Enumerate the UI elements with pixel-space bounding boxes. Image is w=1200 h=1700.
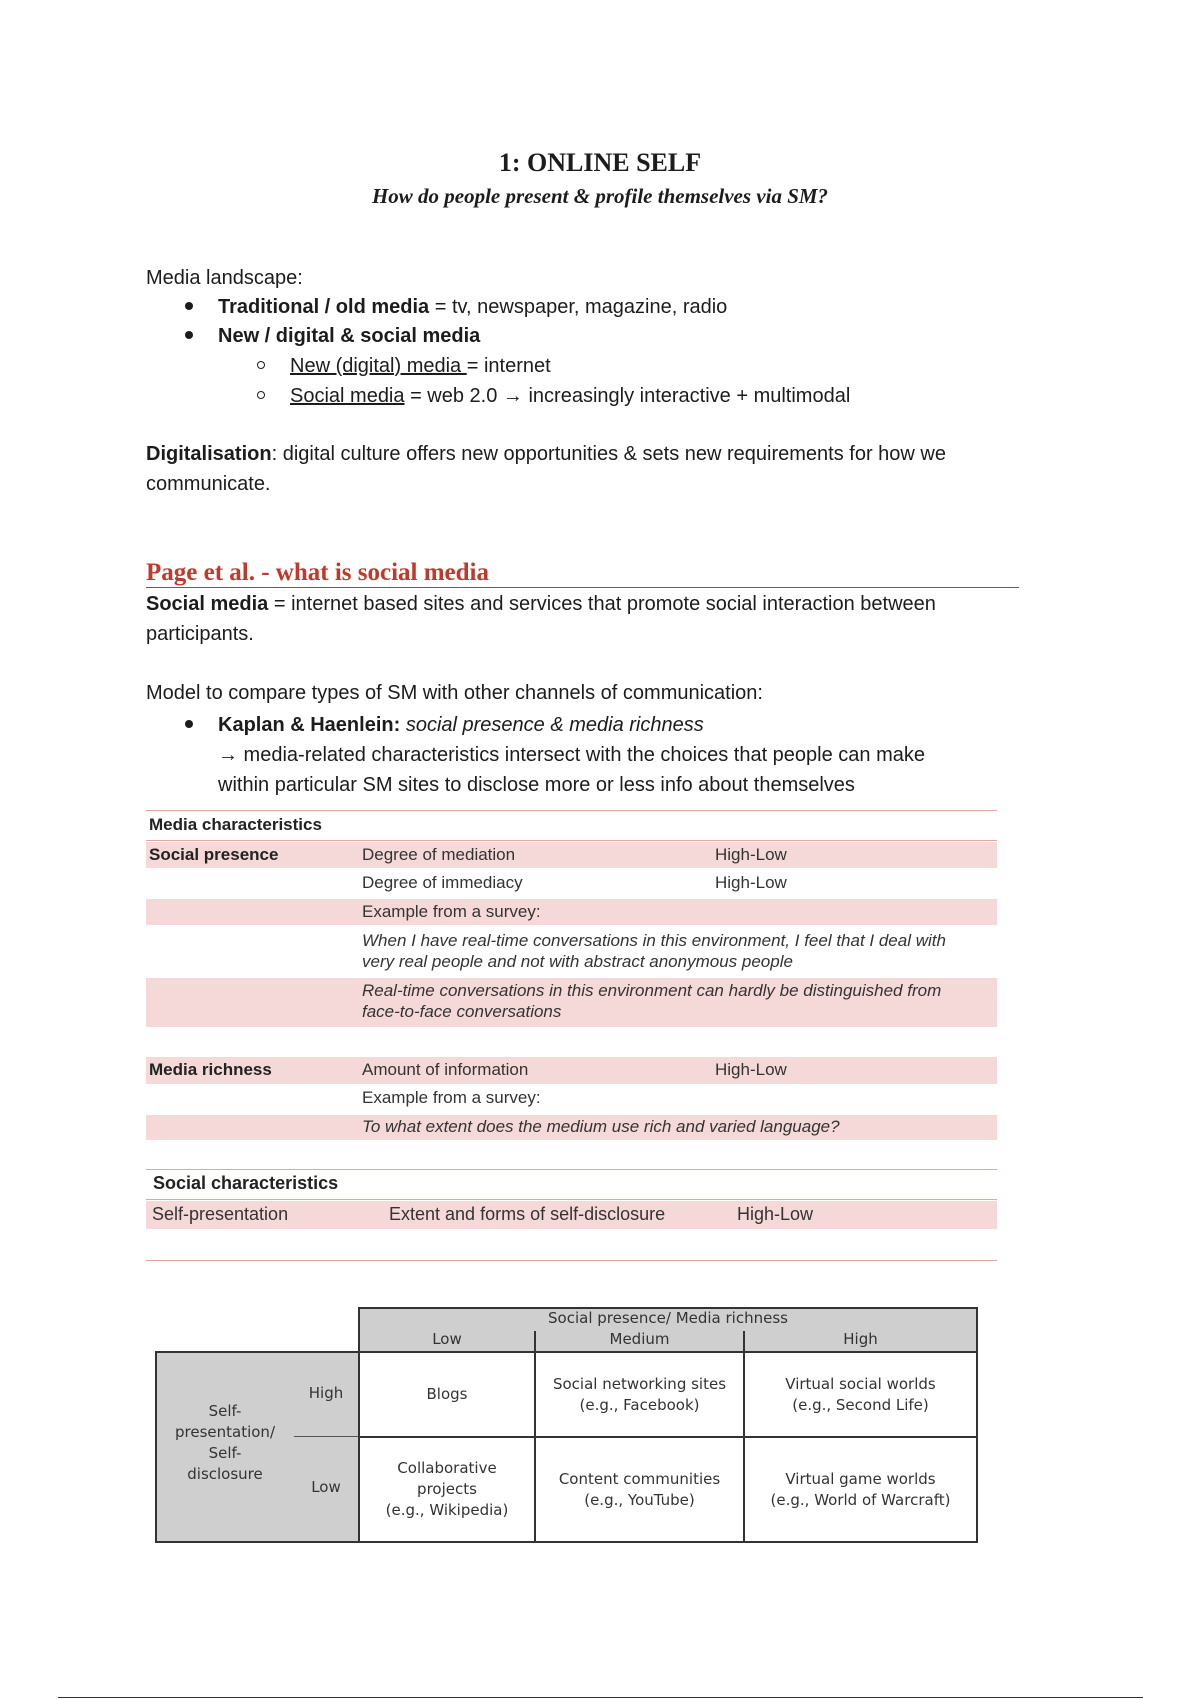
matrix-cell-text: Social networking sites <box>552 1374 727 1393</box>
bullet-icon <box>185 331 193 339</box>
table-band <box>146 899 997 925</box>
table-rule <box>146 1169 997 1170</box>
table-cell: Degree of immediacy <box>362 873 523 892</box>
row-header-label <box>160 1401 290 1485</box>
matrix-cell <box>358 1436 536 1543</box>
matrix-cell-text: (e.g., YouTube) <box>584 1490 695 1509</box>
matrix-cell <box>743 1436 978 1543</box>
table-cell: To what extent does the medium use rich and varied language? <box>362 1117 840 1136</box>
matrix-top-header: Social presence/ Media richness <box>548 1309 788 1327</box>
matrix-cell <box>358 1351 536 1438</box>
page-divider <box>58 1697 1143 1698</box>
row-header-line: presentation/ <box>175 1423 275 1441</box>
column-header: Low <box>432 1330 462 1348</box>
bullet-icon <box>185 302 193 310</box>
paragraph-bold: Digitalisation <box>146 443 272 465</box>
table-header: Social characteristics <box>153 1173 339 1193</box>
landscape-intro: Media landscape: <box>146 267 303 289</box>
table-band <box>146 1057 997 1084</box>
matrix-cell-text: (e.g., Wikipedia) <box>385 1501 509 1519</box>
table-cell: High-Low <box>715 1060 787 1079</box>
table-cell <box>362 930 946 972</box>
section-heading: Page et al. - what is social media <box>146 559 1019 588</box>
table-cell: Example from a survey: <box>362 1088 541 1107</box>
item-italic: social presence & media richness <box>400 714 704 736</box>
sub-bullet-icon <box>257 361 265 369</box>
item-text: within particular SM sites to disclose more or less info about themselves <box>218 774 855 796</box>
matrix-cell <box>743 1351 978 1438</box>
matrix-cell-text: Blogs <box>426 1385 468 1403</box>
item-text: → media-related characteristics intersect with the choices that people can make <box>218 744 926 766</box>
paragraph-bold: Social media <box>146 593 269 615</box>
list-item <box>290 381 850 411</box>
row-level-low: Low <box>311 1478 341 1496</box>
matrix-cell-text: Virtual game worlds <box>785 1469 936 1488</box>
table-cell-line: face-to-face conversations <box>362 1002 562 1021</box>
column-header: High <box>843 1330 878 1348</box>
matrix-cell <box>534 1351 745 1438</box>
paragraph-text: communicate. <box>146 473 271 495</box>
table-cell: High-Low <box>737 1204 814 1224</box>
table-rule <box>146 810 997 811</box>
item-underlined: Social media <box>290 385 405 407</box>
row-header-line: disclosure <box>187 1465 263 1483</box>
matrix-cell-text: projects <box>417 1480 477 1498</box>
table-cell: Amount of information <box>362 1060 529 1079</box>
bullet-icon <box>185 720 193 728</box>
matrix-cell-text: Content communities <box>558 1469 721 1488</box>
table-rule <box>146 1199 997 1200</box>
row-header-line: Self- <box>208 1402 242 1420</box>
digitalisation-paragraph <box>146 439 1046 499</box>
model-intro: Model to compare types of SM with other channels of communication: <box>146 682 763 704</box>
table-cell-line: When I have real-time conversations in this environment, I feel that I deal with <box>362 931 946 950</box>
list-item: New / digital & social media <box>218 325 481 347</box>
matrix-cell-text: Virtual social worlds <box>785 1374 936 1393</box>
table-header: Media characteristics <box>149 815 322 834</box>
item-bold: Traditional / old media <box>218 296 430 318</box>
paragraph-text: : digital culture offers new opportunities & sets new requirements for how we <box>271 443 946 465</box>
table-cell-line: very real people and not with abstract anonymous people <box>362 952 793 971</box>
matrix-cell-text: (e.g., Second Life) <box>792 1395 929 1414</box>
item-text: = internet <box>466 355 551 377</box>
table-rule <box>146 840 997 841</box>
matrix-cell-text: (e.g., World of Warcraft) <box>770 1490 951 1509</box>
paragraph-text: participants. <box>146 623 254 645</box>
row-header-line: Self- <box>208 1444 242 1462</box>
item-text: = tv, newspaper, magazine, radio <box>429 296 728 318</box>
table-cell: Degree of mediation <box>362 845 516 864</box>
table-cell: Extent and forms of self-disclosure <box>389 1204 666 1224</box>
page-title: 1: ONLINE SELF <box>498 148 702 177</box>
matrix-cell-text: Collaborative <box>397 1459 497 1477</box>
table-cell: Example from a survey: <box>362 902 541 921</box>
list-item <box>290 351 551 381</box>
table-cell: High-Low <box>715 873 787 892</box>
item-bold: Kaplan & Haenlein: <box>218 714 401 736</box>
table-cell <box>362 980 941 1022</box>
paragraph-text: = internet based sites and services that promote social interaction between <box>268 593 936 615</box>
list-item <box>218 710 1018 800</box>
sub-bullet-icon <box>257 391 265 399</box>
social-media-definition <box>146 589 1046 649</box>
item-underlined: New (digital) media <box>290 355 467 377</box>
row-label: Social presence <box>149 845 279 864</box>
column-header: Medium <box>609 1330 670 1348</box>
row-level-high: High <box>308 1384 344 1402</box>
row-label: Self-presentation <box>152 1204 289 1224</box>
table-cell: High-Low <box>715 845 787 864</box>
page-subtitle: How do people present & profile themselves via SM? <box>371 184 829 208</box>
matrix-cell <box>534 1436 745 1543</box>
matrix-divider <box>294 1436 360 1437</box>
list-item <box>218 292 727 322</box>
matrix-cell-text: (e.g., Facebook) <box>579 1395 700 1414</box>
item-text: = web 2.0 → increasingly interactive + multimodal <box>404 385 851 407</box>
row-label: Media richness <box>149 1060 272 1079</box>
table-rule <box>146 1260 997 1261</box>
table-cell-line: Real-time conversations in this environment can hardly be distinguished from <box>362 981 942 1000</box>
